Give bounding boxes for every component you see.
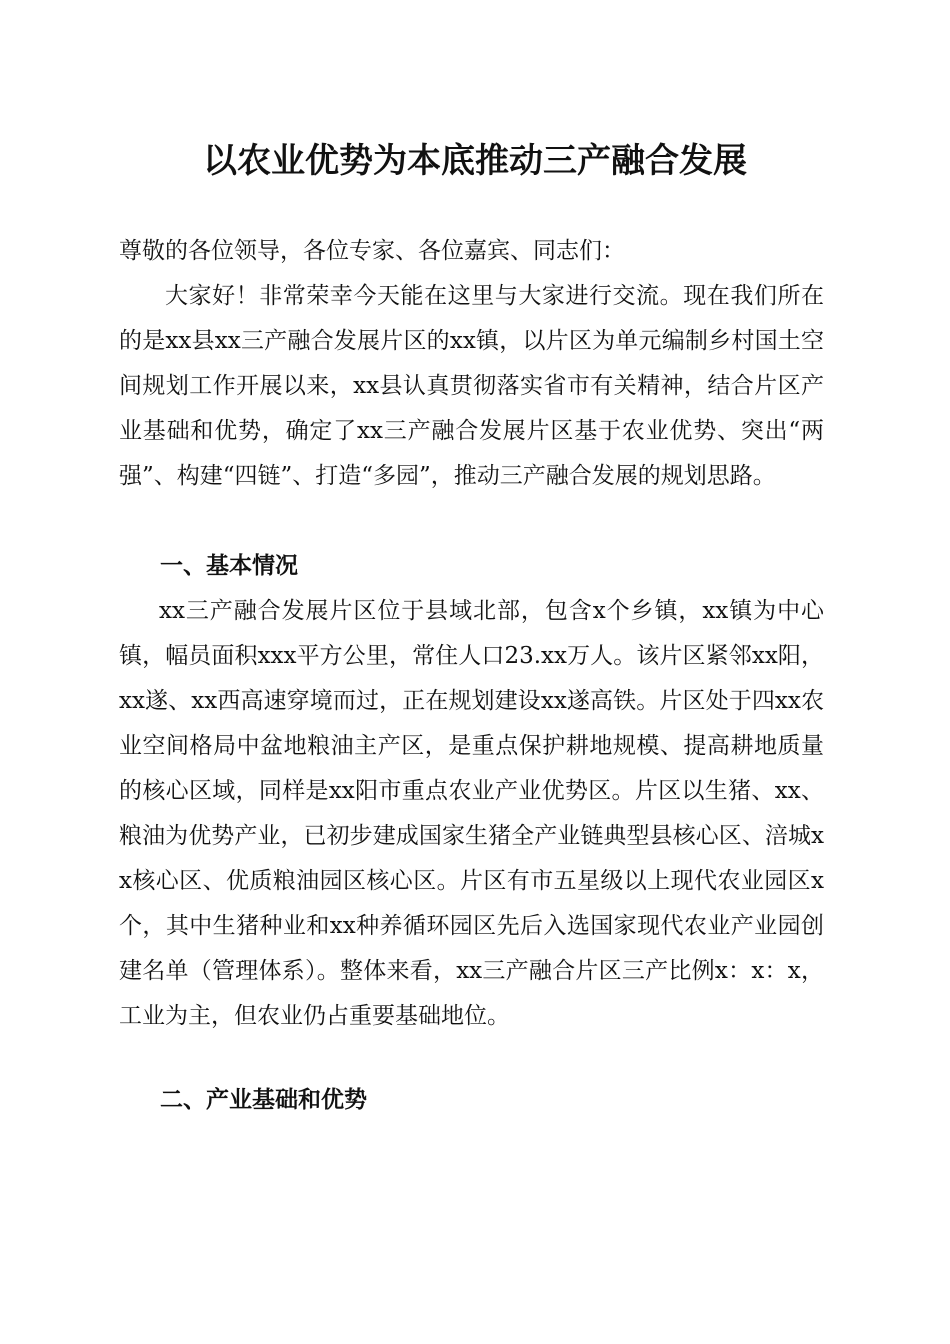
document-title: 以农业优势为本底推动三产融合发展 bbox=[203, 141, 747, 181]
intro-paragraph: 大家好！非常荣幸今天能在这里与大家进行交流。现在我们所在的是xx县xx三产融合发展片区的xx镇，以片区为单元编制乡村国土空间规划工作开展以来，xx县认真贯彻落实省市有关精神，结合片区产业基础和优势，确定了xx三产融合发展片区基于农业优势、突出“两强”、构建“四链”、打造“多园”，推动三产融合发展的规划思路。 bbox=[119, 283, 824, 489]
section-heading-industry-foundation: 二、产业基础和优势 bbox=[160, 1087, 367, 1113]
basic-situation-paragraph: xx三产融合发展片区位于县域北部，包含x个乡镇，xx镇为中心镇，幅员面积xxx平方公里，常住人口23.xx万人。该片区紧邻xx阳，xx遂、xx西高速穿境而过，正在规划建设xx遂高铁。片区处于四xx农业空间格局中盆地粮油主产区，是重点保护耕地规模、提高耕地质量的核心区域，同样是xx阳市重点农业产业优势区。片区以生猪、xx、粮油为优势产业，已初步建成国家生猪全产业链典型县核心区、涪城xx核心区、优质粮油园区核心区。片区有市五星级以上现代农业园区x个，其中生猪种业和xx种养循环园区先后入选国家现代农业产业园创建名单（管理体系）。整体来看，xx三产融合片区三产比例x：x：x，工业为主，但农业仍占重要基础地位。 bbox=[119, 598, 824, 1029]
section-heading-basic-situation: 一、基本情况 bbox=[160, 553, 298, 579]
greeting-line: 尊敬的各位领导，各位专家、各位嘉宾、同志们： bbox=[119, 238, 625, 264]
